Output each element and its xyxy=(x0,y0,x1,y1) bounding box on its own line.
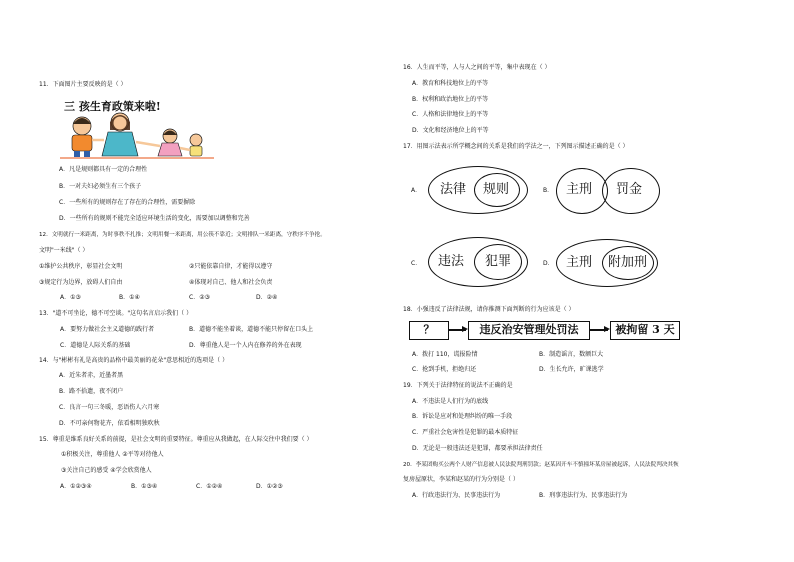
q20-option-b: B．刑事违法行为、民事违法行为 xyxy=(539,492,628,499)
q12-choice-a: A．①③ xyxy=(60,294,81,301)
q17-d-outer-label: 主刑 xyxy=(566,255,593,270)
q11-option-d: D．一些所有的规则不能完全适应环境生活的变化，需要加以调整和完善 xyxy=(59,215,250,222)
q19-option-b: B．诉讼是应对和处理纠纷的唯一手段 xyxy=(412,413,513,420)
q18-choice-a: A．拨打 110，谎报险情 xyxy=(412,351,478,358)
q13-option-a: A．要努力做社会主义道德的践行者 xyxy=(60,326,155,333)
flow-box-detained: 被拘留 3 天 xyxy=(610,321,680,340)
q17-a-outer-label: 法律 xyxy=(440,182,467,197)
q11-stem: 11．下面图片主要反映的是（ ） xyxy=(39,81,127,88)
q20-stem-line1: 20．李某团购买公两个人财产信息被人民法院判刑罚款；赵某因开车不慎撞坏某房屋被起诉，人民法院判决其恢 xyxy=(403,462,679,468)
q15-statements-1: ①积极关注，尊重他人 ②平等对待他人 xyxy=(61,451,164,458)
q12-statement-3: ③规定行为边界，放碍人们自由 xyxy=(39,279,123,286)
q17-d-inner-label: 附加刑 xyxy=(608,255,648,270)
q12-stem-line1: 12．文明就行一米距离，为时事秩不扎推；文明用餐一米距离，用公筷不靠近；文明排队一米距离，守秩序不争抢。 xyxy=(39,232,326,238)
q16-option-d: D．文化和经济地位上的平等 xyxy=(412,127,489,134)
q17-b-right-label: 罚金 xyxy=(616,182,643,197)
q15-choice-c: C．①②④ xyxy=(196,483,223,490)
q17-diagram-b xyxy=(556,166,660,214)
q17-letter-a: A． xyxy=(411,187,422,194)
three-child-policy-cartoon xyxy=(58,96,216,160)
q20-stem-line2: 复房屋原状，李某和赵某的行为分别是（ ） xyxy=(403,476,519,483)
q12-choice-c: C．②③ xyxy=(189,294,210,301)
q14-stem: 14．与"彬彬有礼是高贵的品格中最美丽的花朵"意思相近的选项是（ ） xyxy=(39,357,229,364)
flow-arrow-2 xyxy=(590,329,608,331)
q15-choice-a: A．①②③④ xyxy=(60,483,92,490)
q16-option-c: C．人格和法律地位上的平等 xyxy=(412,111,489,118)
q13-option-d: D．尊重他人是一个人内在修养的外在表现 xyxy=(189,342,302,349)
q11-option-a: A．凡是规则都具有一定的合理性 xyxy=(59,166,148,173)
q11-option-c: C．一些所有的规则存在了存在的合理性，需要摒除 xyxy=(59,199,196,206)
flow-arrow-1 xyxy=(448,329,466,331)
q13-option-b: B．道德不能坐着谈，道德不能只停留在口头上 xyxy=(189,326,314,333)
cartoon-banner: 三 孩生育政策来啦! xyxy=(64,100,161,113)
q14-option-d: D．不可亲何物花卉，依看相明独吹秋 xyxy=(59,420,160,427)
q18-choice-b: B．制造谣言，数额巨大 xyxy=(539,351,604,358)
q17-stem: 17．用图示法表示所学概念间的关系是我们的学法之一，下列图示描述正确的是（ ） xyxy=(403,143,629,150)
q17-diagram-d xyxy=(556,237,660,287)
q17-diagram-a xyxy=(428,166,528,214)
q17-letter-b: B． xyxy=(543,187,554,194)
q17-a-inner-label: 规则 xyxy=(483,182,510,197)
q15-choice-d: D．①②③ xyxy=(256,483,283,490)
q13-option-c: C．道德是人际关系的基础 xyxy=(60,342,131,349)
q17-letter-d: D． xyxy=(543,260,554,267)
q18-choice-c: C．抢到手机，拒绝归还 xyxy=(412,366,477,373)
q16-option-b: B．权利和政治地位上的平等 xyxy=(412,96,489,103)
q17-c-inner-label: 犯罪 xyxy=(485,254,512,269)
q14-option-b: B．路不拾遗，夜不闭户 xyxy=(59,388,124,395)
q14-option-c: C．良言一句三冬暖，恶语伤人六月寒 xyxy=(59,404,160,411)
q12-stem-line2: 文明"一米线"（ ） xyxy=(39,247,89,254)
q16-option-a: A．教育和科技地位上的平等 xyxy=(412,80,489,87)
q17-letter-c: C． xyxy=(411,260,422,267)
q15-statements-2: ③关注自己的感受 ④学会欣赏他人 xyxy=(61,467,152,474)
q12-statement-2: ②只能依靠自律，才能得以遵守 xyxy=(189,263,273,270)
q16-stem: 16．人生而平等，人与人之间的平等，集中表现在（ ） xyxy=(403,64,551,71)
q13-stem: 13．"道不可坐论，德不可空谈。"这句名言启示我们（ ） xyxy=(39,310,193,317)
q15-stem: 15．尊重是维系良好关系的前提，是社会文明的重要特征。尊重应从我做起，在人际交往中我们要（ ） xyxy=(39,436,313,443)
q14-option-a: A．近朱者赤，近墨者黑 xyxy=(59,372,124,379)
q19-stem: 19．下列关于法律特征的说法不正确的是 xyxy=(403,382,513,389)
q17-b-left-label: 主刑 xyxy=(566,182,593,197)
q20-option-a: A．行政违法行为、民事违法行为 xyxy=(412,492,501,499)
q12-statement-4: ④体现对自己、他人和社会负责 xyxy=(189,279,273,286)
q18-choice-d: D．生长允许，旷课逃学 xyxy=(539,366,604,373)
q11-option-b: B．一对夫妇必须生有三个孩子 xyxy=(59,183,142,190)
q18-stem: 18．小强违反了法律法规，请你推测下面判断的行为应该是（ ） xyxy=(403,306,575,313)
q19-option-d: D．无论是一般违法还是犯罪，都要承担法律责任 xyxy=(412,445,543,452)
q19-option-c: C．严重社会危害性是犯罪的最本质特征 xyxy=(412,429,519,436)
flow-box-law: 违反治安管理处罚法 xyxy=(468,321,590,340)
q12-choice-b: B．①④ xyxy=(119,294,140,301)
q17-diagram-c xyxy=(428,237,528,287)
q19-option-a: A．不违法是人们行为的底线 xyxy=(412,398,489,405)
q15-choice-b: B．①③④ xyxy=(131,483,158,490)
q17-c-outer-label: 违法 xyxy=(438,254,465,269)
q12-choice-d: D．②④ xyxy=(256,294,278,301)
flow-box-unknown: ？ xyxy=(409,321,449,340)
q12-statement-1: ①维护公共秩序，彰显社会文明 xyxy=(39,263,123,270)
